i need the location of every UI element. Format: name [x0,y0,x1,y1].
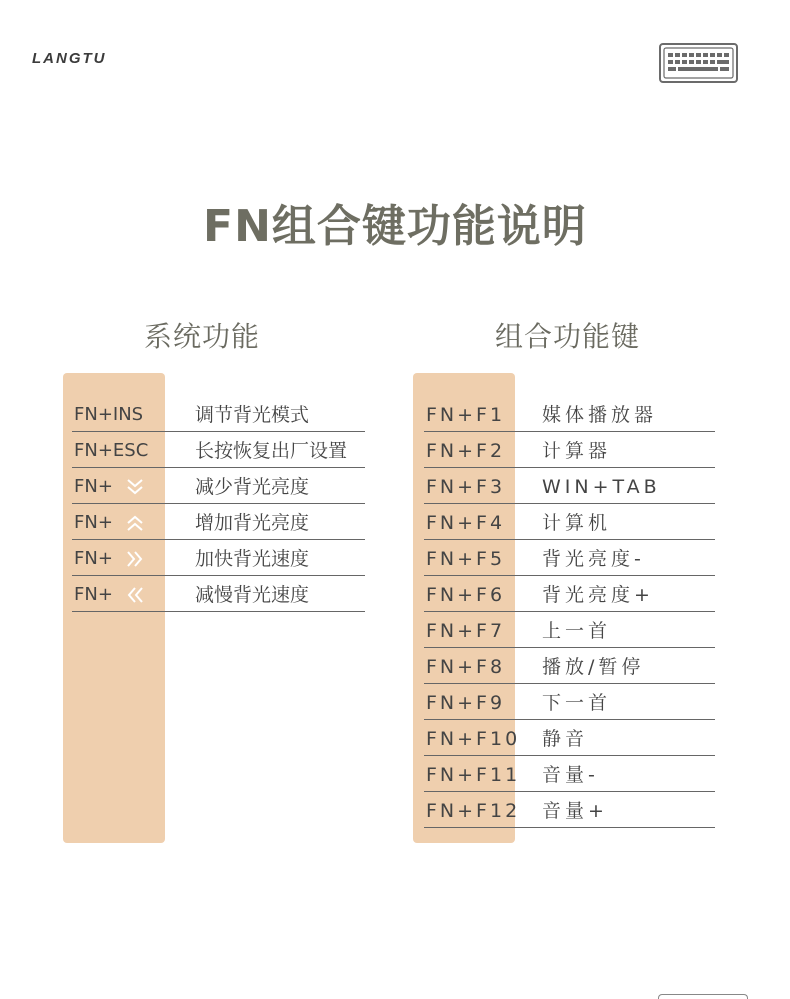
key-combo: FN+F10 [426,728,521,750]
key-combo: FN+ESC [74,440,149,461]
key-combo: FN+F3 [426,476,506,498]
key-combo: FN+ [74,548,113,569]
key-combo: FN+F6 [426,584,506,606]
table-row [72,395,365,432]
keyboard-icon [659,43,738,83]
table-row [424,575,715,612]
function-label: 计算器 [542,440,612,462]
key-combo: FN+F7 [426,620,506,642]
key-combo-cell [74,539,145,575]
double-chevron-down-icon [125,477,145,497]
system-functions-heading: 系统功能 [144,320,261,353]
key-combo-cell [74,503,145,539]
function-label: 下一首 [542,692,612,714]
table-row [424,791,715,828]
table-row [424,647,715,684]
table-row [424,395,715,432]
function-label: 减少背光亮度 [195,476,310,498]
key-combo-cell [74,575,145,611]
function-label: 媒体播放器 [542,404,658,426]
double-chevron-right-icon [125,549,145,569]
table-row [72,467,365,504]
key-combo: FN+ [74,584,113,605]
key-combo: FN+F9 [426,692,506,714]
key-combo: FN+F2 [426,440,506,462]
key-combo: FN+F4 [426,512,506,534]
function-label: 背光亮度+ [542,584,654,606]
table-row [72,539,365,576]
double-chevron-left-icon [125,585,145,605]
function-label: 加快背光速度 [195,548,310,570]
key-combo-cell [74,467,145,503]
table-row [424,683,715,720]
function-label: 播放/暂停 [542,656,645,678]
function-label: 计算机 [542,512,612,534]
function-label: 音量+ [542,800,608,822]
key-combo: FN+F8 [426,656,506,678]
function-label: 音量- [542,764,599,786]
function-label: WIN+TAB [542,476,661,498]
function-label: 减慢背光速度 [195,584,310,606]
function-label: 背光亮度- [542,548,645,570]
brand-logo: LANGTU [32,50,107,67]
key-combo: FN+ [74,476,113,497]
function-label: 调节背光模式 [195,404,310,426]
function-label: 静音 [542,728,589,750]
table-row [72,431,365,468]
table-row [424,611,715,648]
table-row [424,539,715,576]
table-row [424,719,715,756]
table-row [72,503,365,540]
key-combo: FN+F12 [426,800,521,822]
function-label: 增加背光亮度 [195,512,310,534]
table-row [72,575,365,612]
table-row [424,755,715,792]
bottom-edge-tab [658,994,748,999]
table-row [424,503,715,540]
table-row [424,467,715,504]
double-chevron-up-icon [125,513,145,533]
combo-keys-heading: 组合功能键 [495,320,641,353]
key-combo: FN+INS [74,404,144,425]
key-combo: FN+F5 [426,548,506,570]
page-title: FN组合键功能说明 [203,201,587,252]
function-label: 上一首 [542,620,612,642]
function-label: 长按恢复出厂设置 [195,440,348,462]
key-combo: FN+F1 [426,404,506,426]
table-row [424,431,715,468]
key-combo: FN+ [74,512,113,533]
key-combo: FN+F11 [426,764,521,786]
